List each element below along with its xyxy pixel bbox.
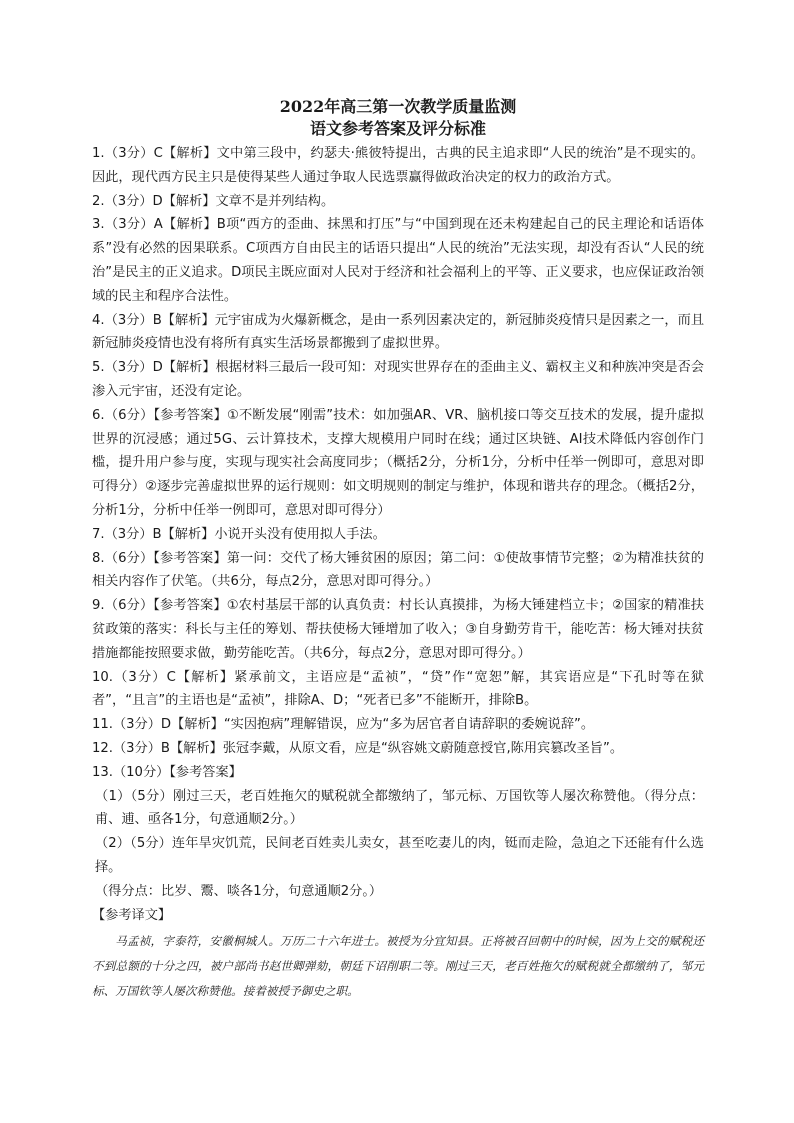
answer-item-9: 9.（6分）【参考答案】①农村基层干部的认真负责：村长认真摸排，为杨大锤建档立卡；②国家的精准扶贫政策的落实：科长与主任的筹划、帮扶使杨大锤增加了收入；③自身勤劳肯干，能吃苦：杨大锤对扶贫措施都能按照要求做，勤劳能吃苦。（共6分，每点2分，意思对即可得分。） [92, 598, 704, 661]
answer-item-4: 4.（3分）B【解析】元宇宙成为火爆新概念，是由一系列因素决定的，新冠肺炎疫情只是因素之一，而且新冠肺炎疫情也没有将所有真实生活场景都搬到了虚拟世界。 [92, 312, 704, 352]
answer-item-13-part-2: （2）（5分）连年旱灾饥荒，民间老百姓卖儿卖女，甚至吃妻儿的肉，铤而走险，急迫之下还能有什么选择。 [95, 836, 704, 875]
answer-item-13-part-1: （1）（5分）刚过三天，老百姓拖欠的赋税就全都缴纳了，邹元标、万国钦等人屡次称赞他。（得分点：甫、逋、亟各1分，句意通顺2分。） [95, 788, 704, 828]
translation-heading: 【参考译文】 [92, 907, 172, 923]
answer-list [92, 142, 704, 1004]
answer-item-1: 1.（3分）C【解析】文中第三段中，约瑟夫·熊彼特提出，古典的民主追求即“人民的统治”是不现实的。因此，现代西方民主只是使得某些人通过争取人民选票赢得做政治决定的权力的政治方式。 [92, 146, 704, 185]
answer-item-7: 7.（3分）B【解析】小说开头没有使用拟人手法。 [92, 526, 386, 542]
answer-item-13: 13.（10分）【参考答案】 [92, 764, 242, 780]
answer-sheet-page [92, 96, 704, 1004]
answer-item-13-scoring: （得分点：比岁、鬻、啖各1分，句意通顺2分。） [95, 883, 383, 899]
answer-item-11: 11.（3分）D【解析】“实因抱病”理解错误，应为“多为居官者自请辞职的委婉说辞”。 [92, 717, 595, 733]
answer-item-5: 5.（3分）D【解析】根据材料三最后一段可知：对现实世界存在的歪曲主义、霸权主义和种族冲突是否会渗入元宇宙，还没有定论。 [92, 360, 704, 399]
answer-item-10: 10.（3分）C【解析】紧承前文，主语应是“孟祯”，“贷”作“宽恕”解，其宾语应是“下孔时等在狱者”，“且言”的主语也是“孟祯”，排除A、D；“死者已多”不能断开，排除B。 [92, 669, 704, 709]
answer-item-8: 8.（6分）【参考答案】第一问：交代了杨大锤贫困的原因；第二问：①使故事情节完整；②为精准扶贫的相关内容作了伏笔。（共6分，每点2分，意思对即可得分。） [92, 550, 704, 590]
answer-item-6: 6.（6分）【参考答案】①不断发展“刚需”技术：如加强AR、VR、脑机接口等交互技术的发展，提升虚拟世界的沉浸感；通过5G、云计算技术，支撑大规模用户同时在线；通过区块链、AI技术降低内容创作门槛，提升用户参与度，实现与现实社会高度同步；（概括2分，分析1分，分析中任举一例即可，意思对即可得分）②逐步完善虚拟世界的运行规则：如文明规则的制定与维护，体现和谐共存的理念。（概括2分，分析1分，分析中任举一例即可，意思对即可得分） [92, 407, 704, 518]
answer-item-12: 12.（3分）B【解析】张冠李戴，从原文看，应是“纵容姚文蔚随意授官,陈用宾篡改圣旨”。 [92, 740, 624, 756]
answer-item-2: 2.（3分）D【解析】文章不是并列结构。 [92, 193, 335, 209]
document-title: 2022年高三第一次教学质量监测 [279, 97, 517, 116]
translation-text: 马孟祯，字泰符，安徽桐城人。万历二十六年进士。被授为分宜知县。正将被召回朝中的时候，因为上交的赋税还不到总额的十分之四，被户部尚书赵世卿弹劾，朝廷下诏削职二等。刚过三天，老百姓拖欠的赋税就全都缴纳了，邹元标、万国钦等人屡次称赞他。接着被授予御史之职。 [92, 934, 704, 999]
document-subtitle: 语文参考答案及评分标准 [309, 119, 486, 138]
answer-item-3: 3.（3分）A【解析】B项“西方的歪曲、抹黑和打压”与“中国到现在还未构建起自己的民主理论和话语体系”没有必然的因果联系。C项西方自由民主的话语只提出“人民的统治”无法实现，却没有否认“人民的统治”是民主的正义追求。D项民主既应面对人民对于经济和社会福利上的平等、正义要求，也应保证政治领域的民主和程序合法性。 [92, 217, 704, 304]
